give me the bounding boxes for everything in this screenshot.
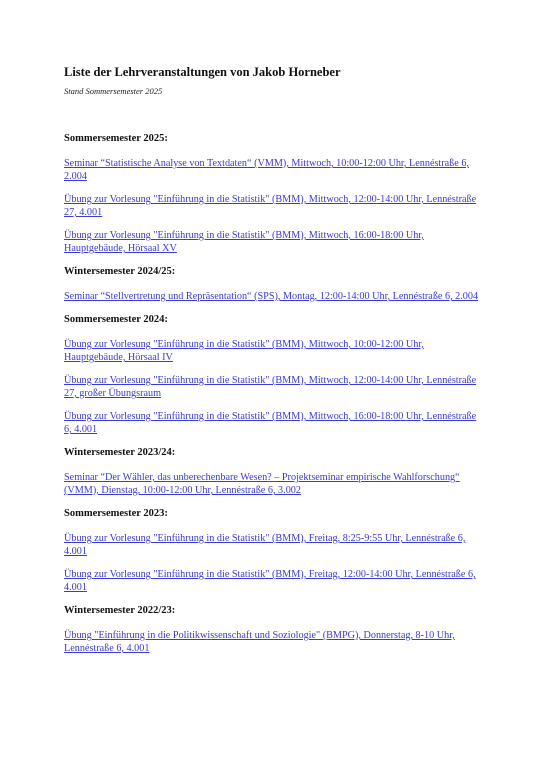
- course-link[interactable]: Übung zur Vorlesung "Einführung in die Statistik" (BMM), Freitag, 8:25-9:55 Uhr, Lennéstraße 6, 4.001: [64, 533, 466, 557]
- semester-heading: Wintersemester 2024/25:: [64, 266, 176, 277]
- semester-section: [64, 604, 483, 655]
- semester-section: [64, 446, 483, 497]
- course-link[interactable]: Übung zur Vorlesung "Einführung in die Statistik" (BMM), Mittwoch, 16:00-18:00 Uhr, Hauptgebäude, Hörsaal XV: [64, 230, 424, 254]
- semester-heading: Sommersemester 2025:: [64, 133, 168, 144]
- semester-heading: Sommersemester 2024:: [64, 314, 168, 325]
- page-title: Liste der Lehrveranstaltungen von Jakob Horneber: [64, 65, 341, 79]
- course-link[interactable]: Übung zur Vorlesung "Einführung in die Statistik" (BMM), Mittwoch, 12:00-14:00 Uhr, Lennéstraße 27, großer Übungsraum: [64, 375, 477, 399]
- page-subtitle: Stand Sommersemester 2025: [64, 86, 163, 96]
- course-link[interactable]: Übung zur Vorlesung "Einführung in die Statistik" (BMM), Mittwoch, 16:00-18:00 Uhr, Lennéstraße 6, 4.001: [64, 411, 477, 435]
- semester-heading: Wintersemester 2023/24:: [64, 447, 176, 458]
- semester-heading: Sommersemester 2023:: [64, 508, 168, 519]
- course-link[interactable]: Übung zur Vorlesung "Einführung in die Statistik" (BMM), Mittwoch, 10:00-12:00 Uhr, Hauptgebäude, Hörsaal IV: [64, 339, 424, 363]
- semester-section: [64, 313, 483, 436]
- course-link[interactable]: Seminar “Stellvertretung und Repräsentation“ (SPS), Montag, 12:00-14:00 Uhr, Lennéstraße 6, 2.004: [64, 291, 479, 302]
- semester-heading: Wintersemester 2022/23:: [64, 605, 176, 616]
- course-link[interactable]: Übung zur Vorlesung "Einführung in die Statistik" (BMM), Mittwoch, 12:00-14:00 Uhr, Lennéstraße 27, 4.001: [64, 194, 477, 218]
- course-link[interactable]: Seminar “Der Wähler, das unberechenbare Wesen? – Projektseminar empirische Wahlforschung“ (VMM), Dienstag, 10:00-12:00 Uhr, Lennéstraße 6, 3.002: [64, 472, 460, 496]
- semester-section: [64, 132, 483, 255]
- course-link[interactable]: Übung "Einführung in die Politikwissenschaft und Soziologie" (BMPG), Donnerstag, 8-10 Uhr, Lennéstraße 6, 4.001: [64, 630, 455, 654]
- semester-section: [64, 507, 483, 594]
- semester-section: [64, 265, 483, 303]
- course-link[interactable]: Seminar “Statistische Analyse von Textdaten“ (VMM), Mittwoch, 10:00-12:00 Uhr, Lennéstraße 6, 2.004: [64, 158, 469, 182]
- course-link[interactable]: Übung zur Vorlesung "Einführung in die Statistik" (BMM), Freitag, 12:00-14:00 Uhr, Lennéstraße 6, 4.001: [64, 569, 476, 593]
